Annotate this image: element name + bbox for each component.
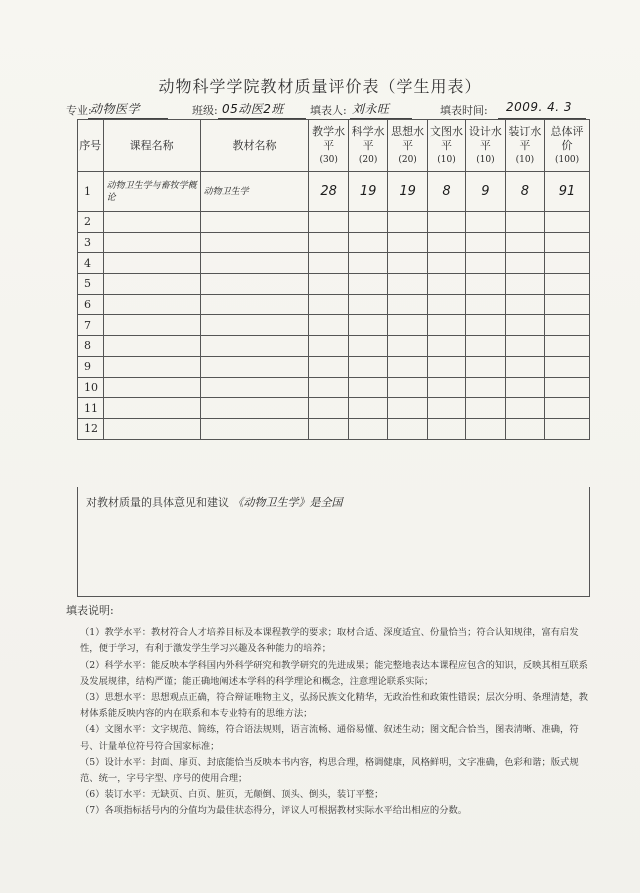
cell-binding <box>505 212 544 233</box>
cell-total <box>545 274 590 295</box>
filler-value: 刘永旺 <box>352 102 390 116</box>
cell-teaching <box>309 315 348 336</box>
row-index: 7 <box>78 315 104 336</box>
instruction-item: （3）思想水平：思想观点正确，符合辩证唯物主义，弘扬民族文化精华，无政治性和政策性错误；层次分明、条理清楚，教材体系能反映内容的内在联系和本专业特有的思维方法； <box>80 692 588 720</box>
cell-science: 19 <box>348 172 387 212</box>
header-binding: 装订水平 (10) <box>505 120 544 172</box>
cell-text <box>427 418 465 439</box>
cell-design <box>466 336 505 357</box>
cell-material <box>200 274 309 295</box>
row-index: 6 <box>78 294 104 315</box>
table-row <box>78 253 590 274</box>
table-header-row <box>78 120 590 172</box>
header-material: 教材名称 <box>200 120 309 172</box>
row-index: 2 <box>78 212 104 233</box>
row-index: 12 <box>78 418 104 439</box>
cell-text <box>427 212 465 233</box>
cell-design <box>466 418 505 439</box>
row-index: 8 <box>78 336 104 357</box>
header-thought: 思想水平 (20) <box>388 120 427 172</box>
cell-course <box>103 418 200 439</box>
cell-course <box>103 336 200 357</box>
cell-total <box>545 294 590 315</box>
cell-text <box>427 294 465 315</box>
cell-material <box>200 356 309 377</box>
header-design: 设计水平 (10) <box>466 120 505 172</box>
cell-course <box>103 274 200 295</box>
cell-text <box>427 398 465 419</box>
cell-material <box>200 377 309 398</box>
cell-total <box>545 377 590 398</box>
row-index: 4 <box>78 253 104 274</box>
cell-science <box>348 232 387 253</box>
cell-text <box>427 336 465 357</box>
cell-binding <box>505 336 544 357</box>
cell-teaching <box>309 336 348 357</box>
cell-course <box>103 315 200 336</box>
form-header <box>66 100 586 120</box>
cell-science <box>348 253 387 274</box>
cell-course <box>103 253 200 274</box>
cell-total <box>545 398 590 419</box>
cell-binding <box>505 356 544 377</box>
instruction-item: （1）教学水平：教材符合人才培养目标及本课程教学的要求；取材合适、深度适宜、份量恰当；符合认知规律，富有启发性，便于学习，有利于激发学生学习兴趣及各种能力的培养； <box>80 627 579 655</box>
cell-thought <box>388 212 427 233</box>
cell-teaching <box>309 377 348 398</box>
date-value: 2009. 4. 3 <box>506 100 573 114</box>
cell-design <box>466 212 505 233</box>
cell-total <box>545 336 590 357</box>
cell-teaching <box>309 418 348 439</box>
cell-thought <box>388 274 427 295</box>
cell-science <box>348 294 387 315</box>
cell-material <box>200 336 309 357</box>
cell-course <box>103 356 200 377</box>
row-index: 3 <box>78 232 104 253</box>
cell-text <box>427 315 465 336</box>
table-row <box>78 212 590 233</box>
date-label: 填表时间: <box>440 104 488 117</box>
cell-total <box>545 356 590 377</box>
cell-binding <box>505 398 544 419</box>
cell-thought <box>388 336 427 357</box>
cell-design <box>466 356 505 377</box>
header-total: 总体评价 (100) <box>545 120 590 172</box>
evaluation-table <box>77 119 590 440</box>
cell-thought <box>388 315 427 336</box>
cell-thought <box>388 356 427 377</box>
cell-binding <box>505 253 544 274</box>
cell-teaching: 28 <box>309 172 348 212</box>
cell-text <box>427 356 465 377</box>
cell-teaching <box>309 356 348 377</box>
cell-teaching <box>309 398 348 419</box>
table-row <box>78 294 590 315</box>
cell-text: 8 <box>427 172 465 212</box>
cell-teaching <box>309 294 348 315</box>
comments-box <box>77 487 590 597</box>
row-index: 11 <box>78 398 104 419</box>
cell-thought <box>388 253 427 274</box>
cell-material <box>200 253 309 274</box>
header-text: 文图水平 (10) <box>427 120 465 172</box>
cell-design <box>466 377 505 398</box>
cell-design <box>466 253 505 274</box>
table-row <box>78 232 590 253</box>
cell-course: 动物卫生学与畜牧学概论 <box>103 172 200 212</box>
cell-design <box>466 294 505 315</box>
comments-text: 《动物卫生学》是全国 <box>232 496 343 509</box>
table-row <box>78 274 590 295</box>
cell-thought <box>388 294 427 315</box>
cell-material <box>200 232 309 253</box>
cell-science <box>348 418 387 439</box>
instruction-item: （5）设计水平：封面、扉页、封底能恰当反映本书内容，构思合理，格调健康，风格鲜明，文字准确，色彩和谐；版式规范、统一，字号字型、序号的使用合理； <box>80 756 579 785</box>
cell-material: 动物卫生学 <box>200 172 309 212</box>
cell-thought <box>388 398 427 419</box>
cell-material <box>200 398 309 419</box>
cell-material <box>200 212 309 233</box>
table-row <box>78 377 590 398</box>
cell-teaching <box>309 253 348 274</box>
cell-thought: 19 <box>388 172 427 212</box>
comments-label: 对教材质量的具体意见和建议 <box>86 496 229 509</box>
cell-text <box>427 232 465 253</box>
cell-design <box>466 232 505 253</box>
cell-material <box>200 315 309 336</box>
row-index: 5 <box>78 274 104 295</box>
cell-science <box>348 315 387 336</box>
header-idx: 序号 <box>78 120 104 172</box>
cell-design <box>466 398 505 419</box>
cell-total <box>545 253 590 274</box>
cell-total: 91 <box>545 172 590 212</box>
major-value: 动物医学 <box>90 102 141 116</box>
instruction-item: （4）文图水平：文字规范、简练，符合语法规则，语言流畅、通俗易懂、叙述生动；图文配合恰当，图表清晰、准确，符号、计量单位符号符合国家标准； <box>80 724 579 752</box>
cell-binding: 8 <box>505 172 544 212</box>
row-index: 10 <box>78 377 104 398</box>
cell-binding <box>505 274 544 295</box>
cell-text <box>427 274 465 295</box>
cell-course <box>103 398 200 419</box>
header-science: 科学水平 (20) <box>348 120 387 172</box>
filler-label: 填表人: <box>310 104 347 117</box>
table-row <box>78 336 590 357</box>
row-index: 1 <box>78 172 104 212</box>
cell-binding <box>505 294 544 315</box>
cell-binding <box>505 377 544 398</box>
table-row <box>78 356 590 377</box>
instruction-item: （6）装订水平：无缺页、白页、脏页，无颠倒、顶头、倒头，装订平整； <box>80 789 384 801</box>
class-value: 05动医2班 <box>222 102 284 116</box>
cell-material <box>200 294 309 315</box>
cell-teaching <box>309 212 348 233</box>
instructions <box>66 603 596 820</box>
cell-course <box>103 294 200 315</box>
form-title: 动物科学学院教材质量评价表（学生用表） <box>158 77 482 96</box>
cell-text <box>427 377 465 398</box>
cell-teaching <box>309 232 348 253</box>
cell-material <box>200 418 309 439</box>
cell-design: 9 <box>466 172 505 212</box>
cell-science <box>348 377 387 398</box>
cell-thought <box>388 377 427 398</box>
instructions-heading: 填表说明: <box>66 604 114 617</box>
table-row <box>78 172 590 212</box>
cell-course <box>103 377 200 398</box>
table-row <box>78 315 590 336</box>
cell-design <box>466 274 505 295</box>
cell-science <box>348 356 387 377</box>
cell-science <box>348 336 387 357</box>
class-label: 班级: <box>192 104 218 117</box>
cell-science <box>348 398 387 419</box>
row-index: 9 <box>78 356 104 377</box>
cell-total <box>545 418 590 439</box>
header-course: 课程名称 <box>103 120 200 172</box>
cell-thought <box>388 418 427 439</box>
cell-total <box>545 212 590 233</box>
cell-total <box>545 232 590 253</box>
instruction-item: （7）各项指标括号内的分值均为最佳状态得分，评议人可根据教材实际水平给出相应的分数。 <box>80 805 468 817</box>
cell-total <box>545 315 590 336</box>
header-teaching: 教学水平 (30) <box>309 120 348 172</box>
major-label: 专业: <box>66 104 92 117</box>
cell-binding <box>505 418 544 439</box>
table-row <box>78 418 590 439</box>
cell-binding <box>505 232 544 253</box>
cell-course <box>103 232 200 253</box>
cell-design <box>466 315 505 336</box>
cell-text <box>427 253 465 274</box>
cell-course <box>103 212 200 233</box>
instruction-item: （2）科学水平：能反映本学科国内外科学研究和教学研究的先进成果；能完整地表达本课程应包含的知识，反映其相互联系及发展规律，结构严谨；能正确地阐述本学科的科学理论和概念，注意理论联系实际； <box>80 659 588 687</box>
cell-science <box>348 212 387 233</box>
cell-thought <box>388 232 427 253</box>
cell-science <box>348 274 387 295</box>
table-row <box>78 398 590 419</box>
cell-binding <box>505 315 544 336</box>
cell-teaching <box>309 274 348 295</box>
